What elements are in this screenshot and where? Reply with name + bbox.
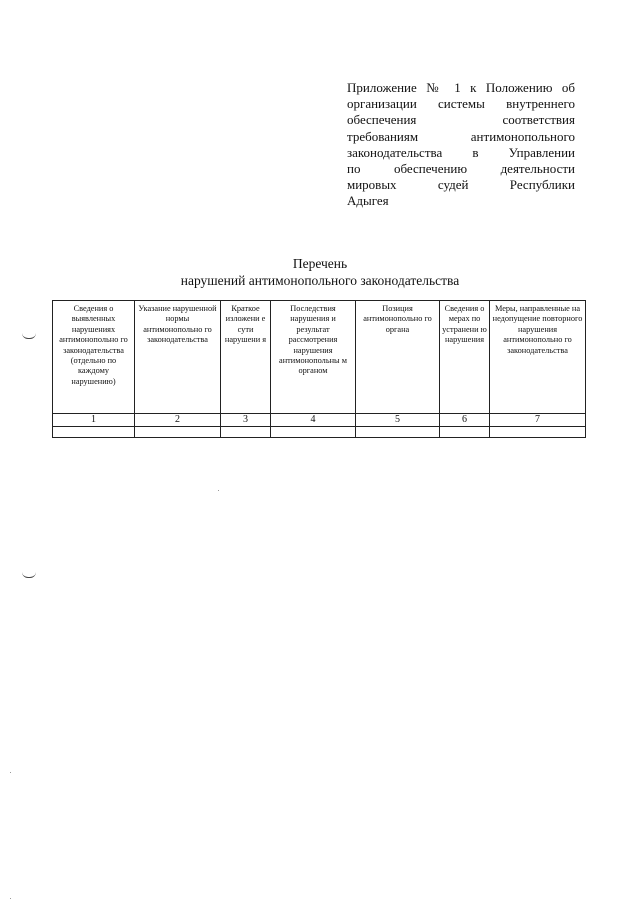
header-cell (221, 301, 271, 414)
table-number-row (53, 414, 586, 427)
column-number: 2 (135, 414, 221, 427)
annex-line: законодательства в Управлении (347, 144, 575, 160)
scan-speck (10, 772, 11, 773)
column-number: 6 (440, 414, 490, 427)
title-line-2: нарушений антимонопольного законодательства (180, 273, 460, 288)
header-cell-text: Последствия нарушения и результат рассмотрения нарушения антимонопольны м органом (279, 304, 347, 376)
column-number: 5 (356, 414, 440, 427)
binding-hole-mark (22, 572, 36, 578)
title-line-1: Перечень (292, 256, 348, 271)
header-cell-text: Меры, направленные на недопущение повторного нарушения антимонопольно го законодательства (492, 304, 583, 355)
column-number: 1 (53, 414, 135, 427)
header-cell (440, 301, 490, 414)
annex-line: Адыгея (347, 193, 389, 209)
column-number: 4 (271, 414, 356, 427)
empty-cell (53, 427, 135, 438)
annex-line: мировых судей Республики (347, 177, 575, 193)
header-cell-text: Сведения о выявленных нарушениях антимонопольно го законодательства (отдельно по каждому нарушению) (59, 304, 128, 386)
table-header-row (53, 301, 586, 414)
scan-speck (10, 898, 11, 899)
header-cell-text: Указание нарушенной нормы антимонопольно го законодательства (138, 304, 217, 345)
violations-table (52, 300, 586, 438)
annex-header (347, 80, 575, 210)
empty-cell (221, 427, 271, 438)
header-cell (271, 301, 356, 414)
table-empty-row (53, 427, 586, 438)
empty-cell (440, 427, 490, 438)
column-number: 3 (221, 414, 271, 427)
annex-line: требованиям антимонопольного (347, 128, 575, 144)
header-cell (490, 301, 586, 414)
annex-line: обеспечения соответствия (347, 112, 575, 128)
annex-line: организации системы внутреннего (347, 96, 575, 112)
header-cell (135, 301, 221, 414)
column-number: 7 (490, 414, 586, 427)
empty-cell (490, 427, 586, 438)
header-cell (356, 301, 440, 414)
annex-line: Приложение № 1 к Положению об (347, 80, 575, 95)
annex-line: по обеспечению деятельности (347, 161, 575, 177)
header-cell-text: Позиция антимонопольно го органа (363, 304, 432, 334)
header-cell-text: Сведения о мерах по устранени ю нарушения (442, 304, 487, 345)
scan-speck (218, 490, 219, 491)
empty-cell (271, 427, 356, 438)
header-cell-text: Краткое изложени е сути нарушени я (224, 304, 267, 345)
empty-cell (135, 427, 221, 438)
empty-cell (356, 427, 440, 438)
binding-hole-mark (22, 333, 36, 339)
header-cell (53, 301, 135, 414)
document-title (0, 255, 640, 289)
